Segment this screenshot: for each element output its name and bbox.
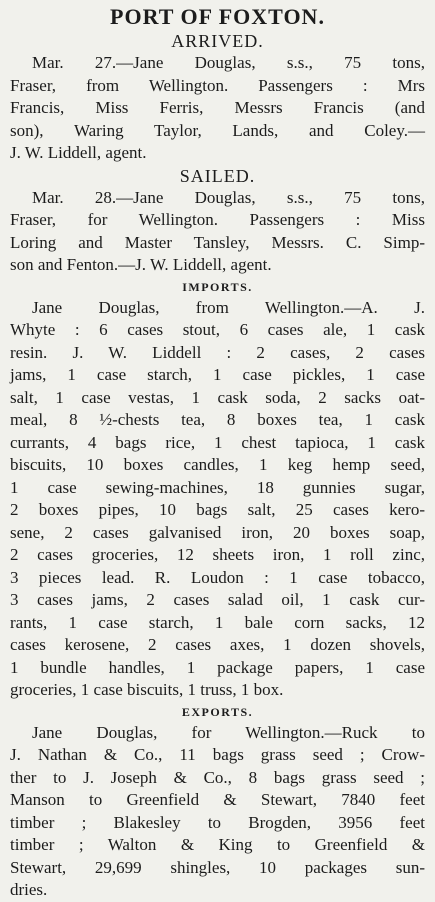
text-line: Mar. 28.—Jane Douglas, s.s., 75 tons, <box>32 187 425 207</box>
text-line: J. Nathan & Co., 11 bags grass seed ; Crow- <box>10 745 425 764</box>
text-line: Jane Douglas, from Wellington.—A. J. <box>32 297 425 317</box>
text-line: 2 boxes pipes, 10 bags salt, 25 cases kero- <box>10 500 425 519</box>
arrived-heading: ARRIVED. <box>171 31 264 51</box>
text-line: Fraser, from Wellington. Passengers : Mrs <box>10 75 425 95</box>
text-line: son), Waring Taylor, Lands, and Coley.— <box>10 120 425 140</box>
text-line: 3 pieces lead. R. Loudon : 1 case tobacco, <box>10 567 425 587</box>
text-line: timber ; Walton & King to Greenfield & <box>10 835 425 854</box>
text-line: cases kerosene, 2 cases axes, 1 dozen shovels, <box>10 635 425 654</box>
exports-paragraph <box>10 722 425 902</box>
text-line: 1 bundle handles, 1 package papers, 1 case <box>10 657 425 677</box>
text-line: ther to J. Joseph & Co., 8 bags grass seed ; <box>10 767 425 787</box>
text-line: Whyte : 6 cases stout, 6 cases ale, 1 cask <box>10 320 425 339</box>
text-line: Francis, Miss Ferris, Messrs Francis (and <box>10 98 425 117</box>
text-line: groceries, 1 case biscuits, 1 truss, 1 box. <box>10 680 284 699</box>
text-line: Loring and Master Tansley, Messrs. C. Simp- <box>10 232 425 252</box>
text-line: Jane Douglas, for Wellington.—Ruck to <box>32 722 425 742</box>
text-line: Fraser, for Wellington. Passengers : Miss <box>10 210 425 229</box>
exports-heading: EXPORTS. <box>181 704 254 719</box>
page-title: PORT OF FOXTON. <box>110 4 325 29</box>
sailed-paragraph <box>10 187 425 277</box>
text-line: Mar. 27.—Jane Douglas, s.s., 75 tons, <box>32 53 425 72</box>
text-line: salt, 1 case vestas, 1 cask soda, 2 sacks oat- <box>10 387 425 407</box>
text-line: dries. <box>10 880 48 899</box>
text-line: 2 cases groceries, 12 sheets iron, 1 roll zinc, <box>10 545 425 564</box>
imports-heading: IMPORTS. <box>182 279 253 294</box>
text-line: meal, 8 ½-chests tea, 8 boxes tea, 1 cask <box>10 410 425 429</box>
text-line: resin. J. W. Liddell : 2 cases, 2 cases <box>10 342 425 362</box>
sailed-heading: SAILED. <box>179 165 256 186</box>
text-line: Manson to Greenfield & Stewart, 7840 feet <box>10 790 425 809</box>
text-line: 1 case sewing-machines, 18 gunnies sugar, <box>10 477 425 497</box>
text-line: rants, 1 case starch, 1 bale corn sacks, 12 <box>10 612 425 632</box>
text-line: Stewart, 29,699 shingles, 10 packages sun- <box>10 857 425 877</box>
text-line: 3 cases jams, 2 cases salad oil, 1 cask cur- <box>10 590 425 609</box>
text-line: son and Fenton.—J. W. Liddell, agent. <box>10 255 272 274</box>
text-line: sene, 2 cases galvanised iron, 20 boxes soap, <box>10 522 425 542</box>
text-line: currants, 4 bags rice, 1 chest tapioca, 1 cask <box>10 432 425 452</box>
arrived-paragraph <box>10 52 425 165</box>
text-line: jams, 1 case starch, 1 case pickles, 1 case <box>10 365 425 384</box>
imports-paragraph <box>10 297 425 702</box>
text-line: J. W. Liddell, agent. <box>10 143 147 162</box>
text-line: biscuits, 10 boxes candles, 1 keg hemp seed, <box>10 455 425 474</box>
text-line: timber ; Blakesley to Brogden, 3956 feet <box>10 812 425 832</box>
